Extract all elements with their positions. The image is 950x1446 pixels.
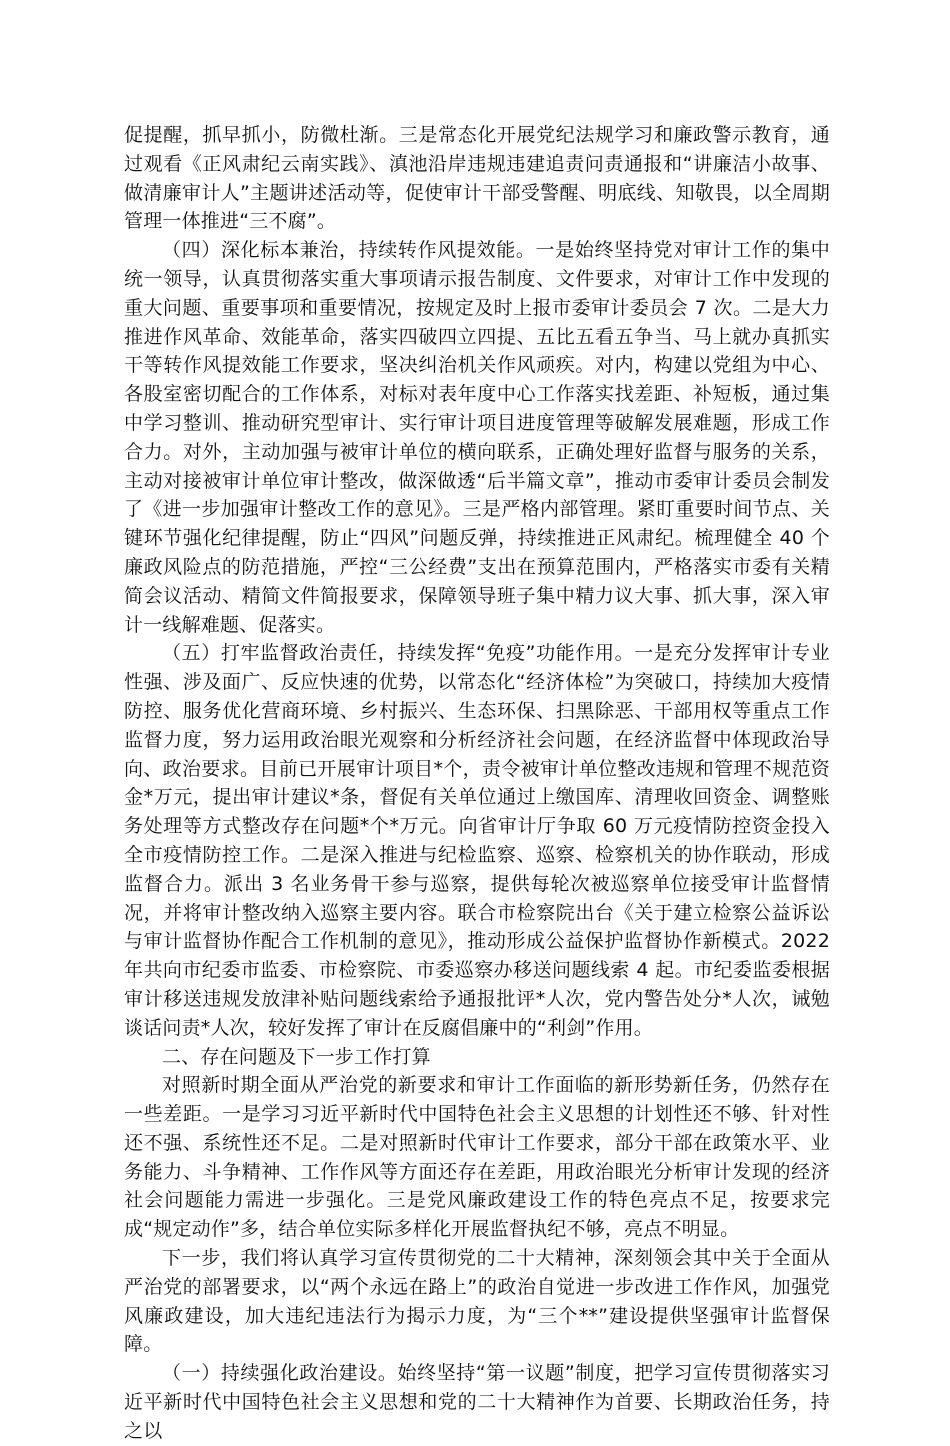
- paragraph-section-4: （四）深化标本兼治，持续转作风提效能。一是始终坚持党对审计工作的集中统一领导，认真贯彻落实重大事项请示报告制度、文件要求，对审计工作中发现的重大问题、重要事项和重要情况，按规定及时上报市委审计委员会 7 次。二是大力推进作风革命、效能革命，落实四破四立四提、五比五看五争当、马上就办真抓实干等转作风提效能工作要求，坚决纠治机关作风顽疾。对内，构建以党组为中心、各股室密切配合的工作体系，对标对表年度中心工作落实找差距、补短板，通过集中学习整训、推动研究型审计、实行审计项目进度管理等破解发展难题，形成工作合力。对外，主动加强与被审计单位的横向联系，正确处理好监督与服务的关系，主动对接被审计单位审计整改，做深做透“后半篇文章”，推动市委审计委员会制发了《进一步加强审计整改工作的意见》。三是严格内部管理。紧盯重要时间节点、关键环节强化纪律提醒，防止“四风”问题反弹，持续推进正风肃纪。梳理健全 40 个廉政风险点的防范措施，严控“三公经费”支出在预算范围内，严格落实市委有关精简会议活动、精简文件简报要求，保障领导班子集中精力议大事、抓大事，深入审计一线解难题、促落实。: [124, 239, 830, 636]
- paragraph-continuation: 促提醒，抓早抓小，防微杜渐。三是常态化开展党纪法规学习和廉政警示教育，通过观看《正风肃纪云南实践》、滇池沿岸违规违建追责问责通报和“讲廉洁小故事、做清廉审计人”主题讲述活动等，促使审计干部受警醒、明底线、知敬畏，以全周期管理一体推进“三不腐”。: [124, 124, 830, 233]
- paragraph-next-step-1: （一）持续强化政治建设。始终坚持“第一议题”制度，把学习宣传贯彻落实习近平新时代中国特色社会主义思想和党的二十大精神作为首要、长期政治任务，持之以: [124, 1362, 830, 1442]
- paragraph-next-steps: 下一步，我们将认真学习宣传贯彻党的二十大精神，深刻领会其中关于全面从严治党的部署要求，以“两个永远在路上”的政治自觉进一步改进工作作风，加强党风廉政建设，加大违纪违法行为揭示力度，为“三个**”建设提供坚强审计监督保障。: [124, 1247, 830, 1356]
- document-page: [124, 121, 830, 1446]
- section-heading-problems: 二、存在问题及下一步工作打算: [162, 1045, 431, 1068]
- paragraph-problems: 对照新时期全面从严治党的新要求和审计工作面临的新形势新任务，仍然存在一些差距。一是学习习近平新时代中国特色社会主义思想的计划性还不够、针对性还不强、系统性还不足。二是对照新时代审计工作要求，部分干部在政策水平、业务能力、斗争精神、工作作风等方面还存在差距，用政治眼光分析审计发现的经济社会问题能力需进一步强化。三是党风廉政建设工作的特色亮点不足，按要求完成“规定动作”多，结合单位实际多样化开展监督执纪不够，亮点不明显。: [124, 1074, 830, 1241]
- paragraph-section-5: （五）打牢监督政治责任，持续发挥“免疫”功能作用。一是充分发挥审计专业性强、涉及面广、反应快速的优势，以常态化“经济体检”为突破口，持续加大疫情防控、服务优化营商环境、乡村振兴、生态环保、扫黑除恶、干部用权等重点工作监督力度，努力运用政治眼光观察和分析经济社会问题，在经济监督中体现政治导向、政治要求。目前已开展审计项目*个，责令被审计单位整改违规和管理不规范资金*万元，提出审计建议*条，督促有关单位通过上缴国库、清理收回资金、调整账务处理等方式整改存在问题*个*万元。向省审计厅争取 60 万元疫情防控资金投入全市疫情防控工作。二是深入推进与纪检监察、巡察、检察机关的协作联动，形成监督合力。派出 3 名业务骨干参与巡察，提供每轮次被巡察单位接受审计监督情况，并将审计整改纳入巡察主要内容。联合市检察院出台《关于建立检察公益诉讼与审计监督协作配合工作机制的意见》，推动形成公益保护监督协作新模式。2022 年共向市纪委市监委、市检察院、市委巡察办移送问题线索 4 起。市纪委监委根据审计移送违规发放津补贴问题线索给予通报批评*人次，党内警告处分*人次，诫勉谈话问责*人次，较好发挥了审计在反腐倡廉中的“利剑”作用。: [124, 642, 830, 1039]
